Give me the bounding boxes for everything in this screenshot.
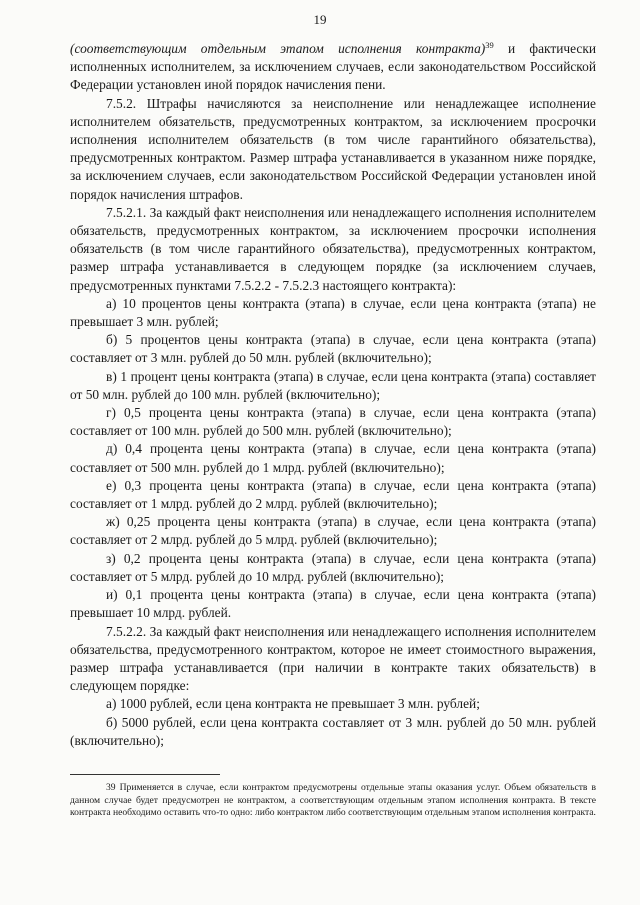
list-item: б) 5 процентов цены контракта (этапа) в случае, если цена контракта (этапа) составляет от 3 млн. рублей до 50 млн. рублей (включительно); — [70, 332, 596, 366]
list-item: в) 1 процент цены контракта (этапа) в случае, если цена контракта (этапа) составляет от 50 млн. рублей до 100 млн. рублей (включительно); — [70, 368, 596, 402]
list-item: а) 10 процентов цены контракта (этапа) в случае, если цена контракта (этапа) не превышает 3 млн. рублей; — [70, 295, 596, 330]
footnote-ref: 39 — [485, 40, 494, 50]
list-item: б) 5000 рублей, если цена контракта составляет от 3 млн. рублей до 50 млн. рублей (включительно); — [70, 714, 596, 748]
page-number: 19 — [313, 12, 327, 27]
paragraph-7-5-2-1: 7.5.2.1. За каждый факт неисполнения или ненадлежащего исполнения исполнителем обязательств, предусмотренных контрактом, за исключением просрочки исполнения обязательств (в том числе гарантийного обязательства), предусмотренных контрактом, размер штрафа устанавливается в следующем порядке (за исключением случаев, предусмотренных пунктами 7.5.2.2 - 7.5.2.3 настоящего контракта): — [70, 204, 596, 293]
list-item: г) 0,5 процента цены контракта (этапа) в случае, если цена контракта (этапа) составляет от 100 млн. рублей до 500 млн. рублей (включительно); — [70, 405, 596, 439]
list-item: ж) 0,25 процента цены контракта (этапа) в случае, если цена контракта (этапа) составляет от 2 млрд. рублей до 5 млрд. рублей (включительно); — [70, 514, 596, 548]
list-item: а) 1000 рублей, если цена контракта не превышает 3 млн. рублей; — [106, 696, 480, 712]
list-item: д) 0,4 процента цены контракта (этапа) в случае, если цена контракта (этапа) составляет от 500 млн. рублей до 1 млрд. рублей (включительно); — [70, 441, 596, 475]
list-item: з) 0,2 процента цены контракта (этапа) в случае, если цена контракта (этапа) составляет от 5 млрд. рублей до 10 млрд. рублей (включительно); — [70, 550, 596, 584]
paragraph-7-5-2: 7.5.2. Штрафы начисляются за неисполнение или ненадлежащее исполнение исполнителем обязательств, предусмотренных контрактом, за исключением просрочки исполнения исполнителем обязательств (в том числе гарантийного обязательства), предусмотренных контрактом. Размер штрафа устанавливается в указанном ниже порядке, за исключением случаев, если законодательством Российской Федерации установлен иной порядок начисления штрафов. — [70, 95, 596, 202]
intro-italic: (соответствующим отдельным этапом исполнения контракта) — [70, 41, 486, 56]
list-item: и) 0,1 процента цены контракта (этапа) в случае, если цена контракта (этапа) превышает 10 млрд. рублей. — [70, 587, 596, 621]
footnote-39: 39 Применяется в случае, если контрактом предусмотрены отдельные этапы оказания услуг. Объем обязательств в данном случае будет предусмотрен не контрактом, а соответствующим отдельным этапом исполнения контракта. В тексте контракта необходимо оставить что-то одно: либо контрактом либо соответствующим отдельным этапом исполнения контракта. — [70, 782, 596, 819]
document-body — [70, 40, 596, 750]
intro-rest: и фактически исполненных исполнителем, за исключением случаев, если законодательством Российской Федерации установлен иной порядок начисления пени. — [70, 41, 596, 93]
footnote-divider — [70, 774, 220, 775]
paragraph-7-5-2-2: 7.5.2.2. За каждый факт неисполнения или ненадлежащего исполнения исполнителем обязательства, предусмотренного контрактом, которое не имеет стоимостного выражения, размер штрафа устанавливается (при наличии в контракте таких обязательств) в следующем порядке: — [70, 623, 596, 694]
list-item: е) 0,3 процента цены контракта (этапа) в случае, если цена контракта (этапа) составляет от 1 млрд. рублей до 2 млрд. рублей (включительно); — [70, 477, 596, 512]
intro-paragraph — [70, 40, 596, 95]
